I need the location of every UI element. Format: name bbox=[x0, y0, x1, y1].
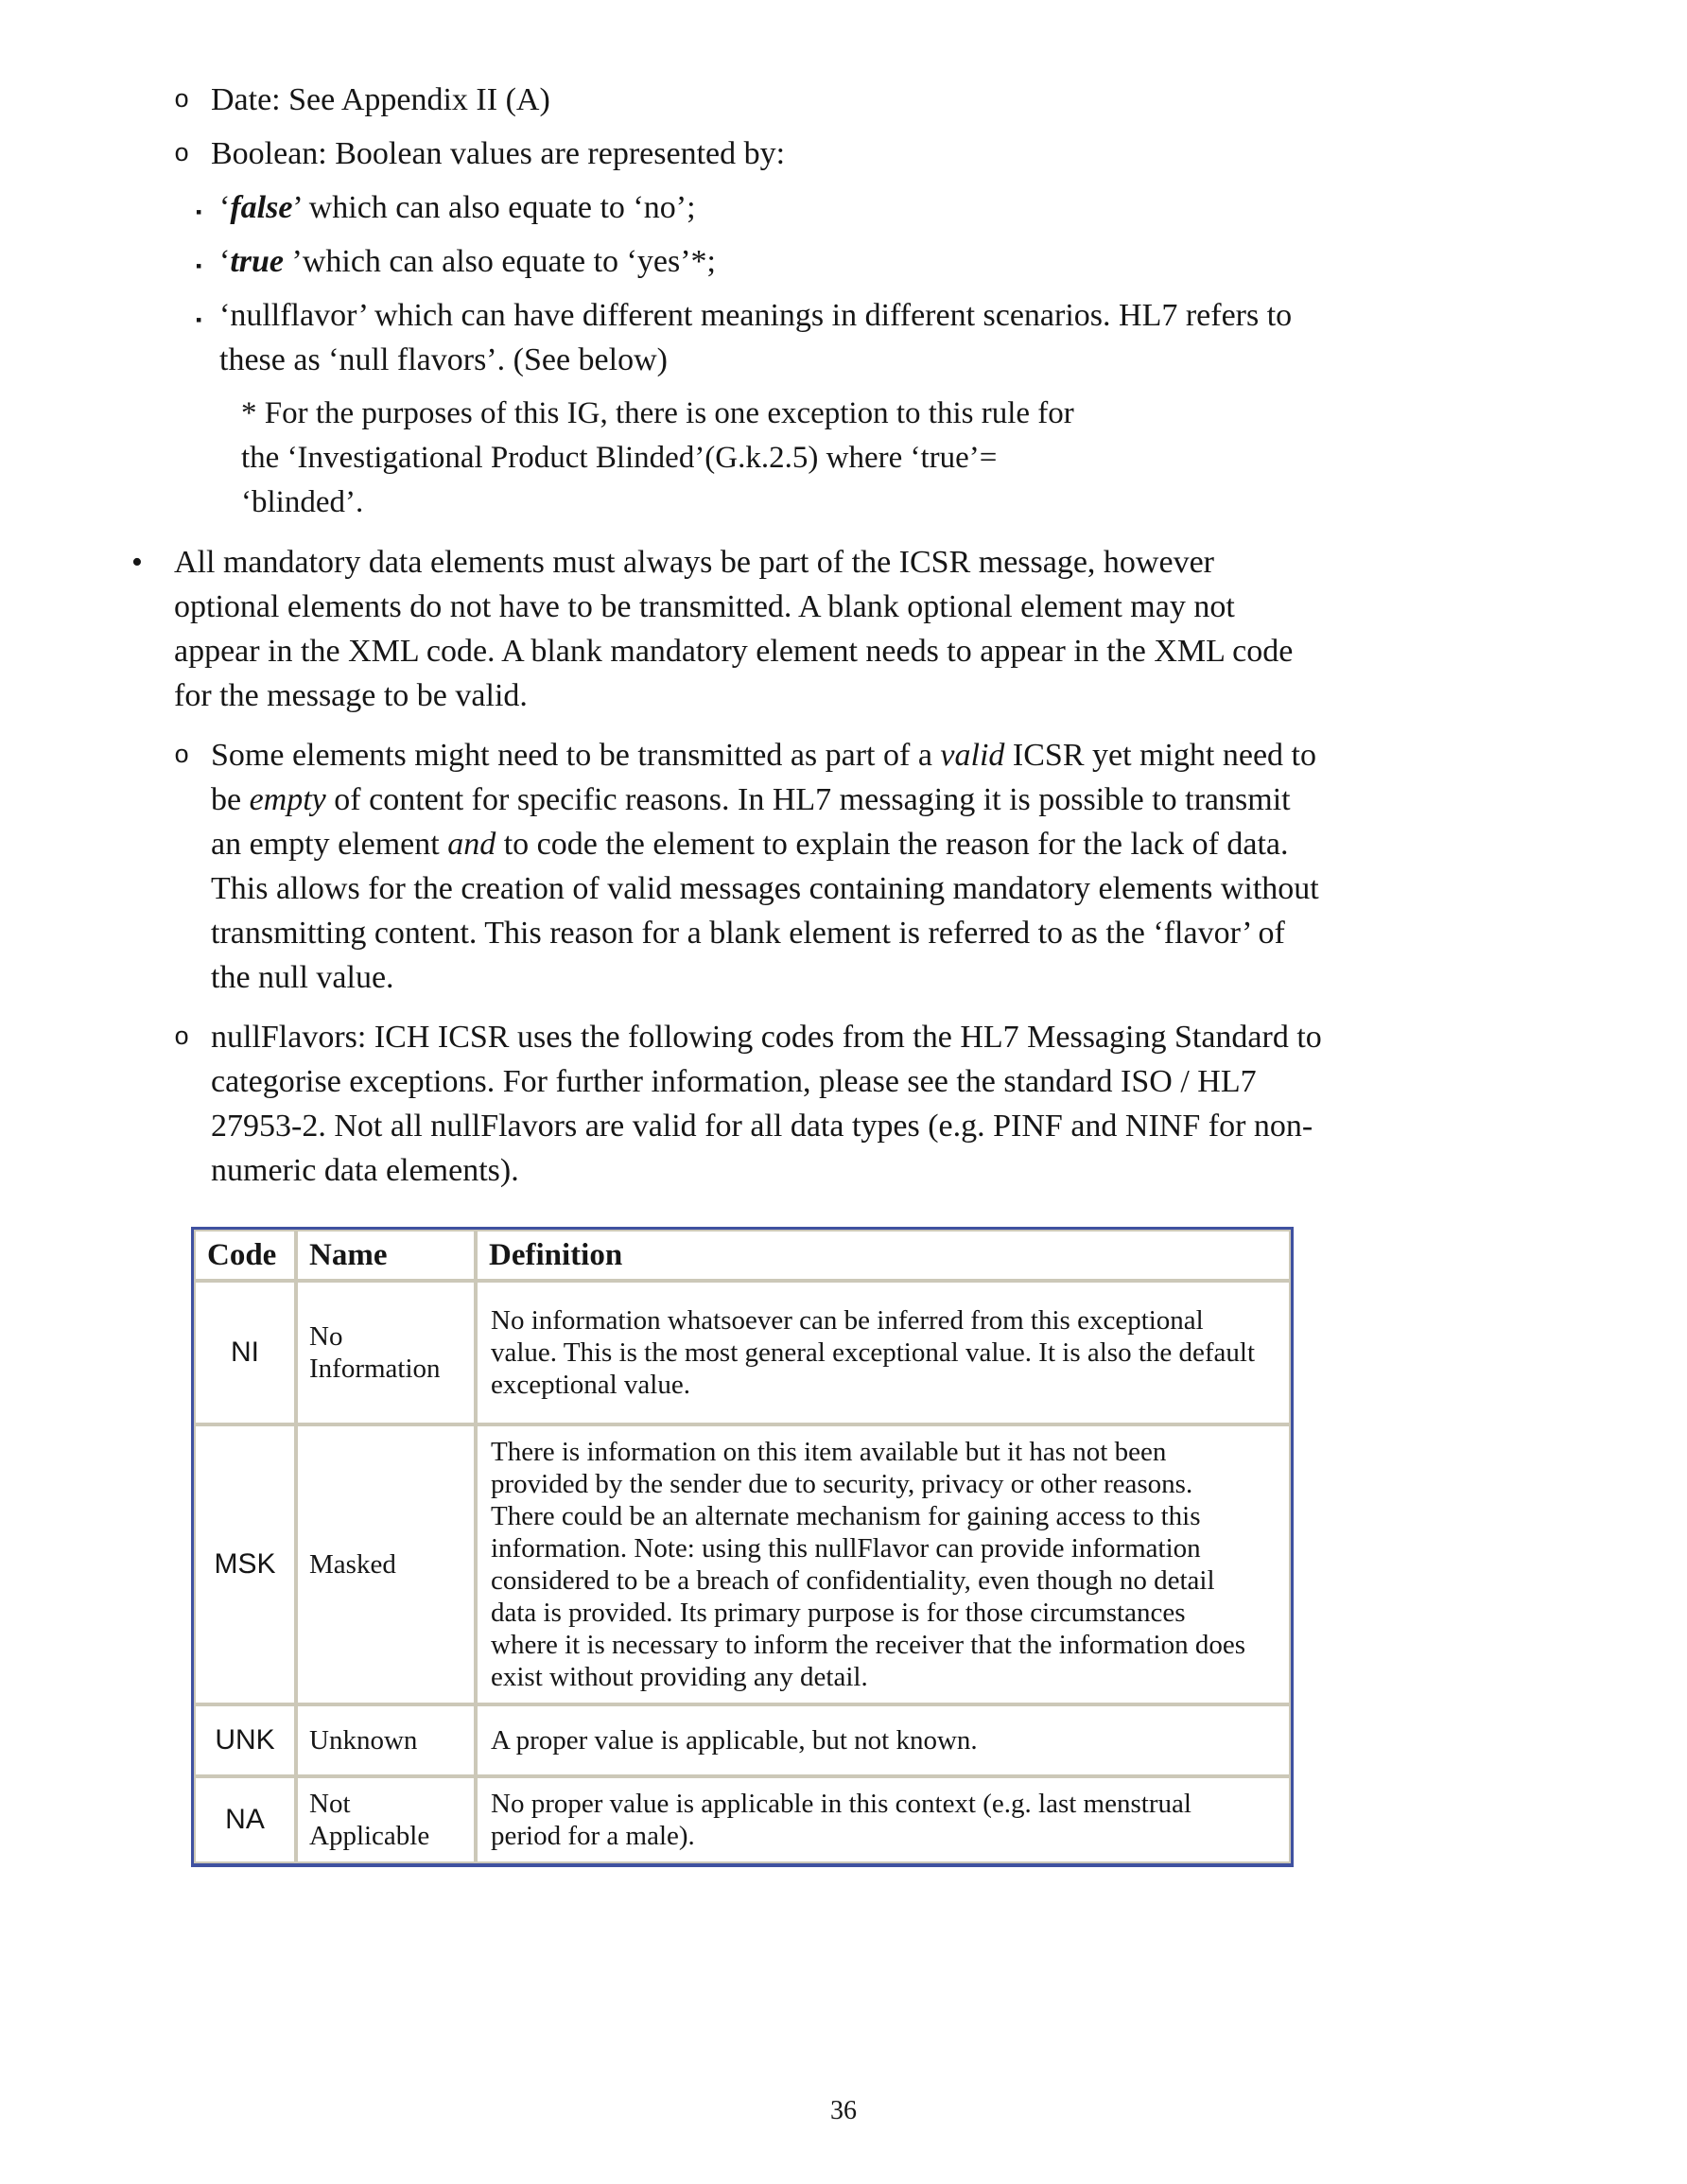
code-cell: NA bbox=[194, 1776, 296, 1863]
list-item-boolean bbox=[0, 131, 1687, 176]
column-header-name: Name bbox=[296, 1230, 476, 1281]
column-header-code: Code bbox=[194, 1230, 296, 1281]
definition-cell: No proper value is applicable in this context (e.g. last menstrual period for a male). bbox=[476, 1776, 1291, 1863]
list-item-text: ‘true ’which can also equate to ‘yes’*; bbox=[219, 244, 716, 279]
page-content bbox=[0, 78, 1687, 1867]
bullet-disc-icon: • bbox=[131, 545, 143, 580]
list-item-text: Date: See Appendix II (A) bbox=[211, 82, 550, 117]
list-item-text: nullFlavors: ICH ICSR uses the following codes from the HL7 Messaging Standard to categorise exceptions. For further information, please see the standard ISO / HL7 27953-2. Not all nullFlavors are valid for all data types (e.g. PINF and NINF for non-numeric data elements). bbox=[211, 1020, 1322, 1188]
name-cell: Not Applicable bbox=[296, 1776, 476, 1863]
definition-cell: A proper value is applicable, but not known. bbox=[476, 1704, 1291, 1776]
list-item-text: Boolean: Boolean values are represented by: bbox=[211, 136, 786, 171]
name-cell: Unknown bbox=[296, 1704, 476, 1776]
list-item-mandatory bbox=[0, 540, 1687, 718]
list-item-false bbox=[0, 185, 1687, 230]
bullet-circle-icon: o bbox=[174, 743, 190, 771]
bullet-square-icon: ▪ bbox=[196, 310, 202, 329]
code-cell: MSK bbox=[194, 1424, 296, 1704]
table-row-ni bbox=[194, 1281, 1291, 1424]
bullet-circle-icon: o bbox=[174, 141, 190, 169]
bullet-circle-icon: o bbox=[174, 87, 190, 115]
list-item-text: ‘nullflavor’ which can have different meanings in different scenarios. HL7 refers to these as ‘null flavors’. (See below) bbox=[219, 298, 1293, 377]
footnote-text: * For the purposes of this IG, there is one exception to this rule for the ‘Investigational Product Blinded’(G.k.2.5) where ‘true’= ‘blinded’. bbox=[241, 396, 1074, 519]
list-item-text: All mandatory data elements must always be part of the ICSR message, however optional elements do not have to be transmitted. A blank optional element may not appear in the XML code. A blank mandatory element needs to appear in the XML code for the message to be valid. bbox=[174, 545, 1294, 713]
table-row-na bbox=[194, 1776, 1291, 1863]
list-item-text: ‘false’ which can also equate to ‘no’; bbox=[219, 190, 696, 225]
code-cell: NI bbox=[194, 1281, 296, 1424]
nullflavor-table bbox=[191, 1227, 1294, 1867]
bullet-circle-icon: o bbox=[174, 1024, 190, 1053]
bullet-square-icon: ▪ bbox=[196, 256, 202, 275]
code-cell: UNK bbox=[194, 1704, 296, 1776]
definition-cell: There is information on this item available but it has not been provided by the sender due to security, privacy or other reasons. There could be an alternate mechanism for gaining access to this information. Note: using this nullFlavor can provide information considered to be a breach of confidentiality, even though no detail data is provided. Its primary purpose is for those circumstances where it is necessary to inform the receiver that the information does exist without providing any detail. bbox=[476, 1424, 1291, 1704]
table-row-unk bbox=[194, 1704, 1291, 1776]
list-item-true bbox=[0, 239, 1687, 284]
table-header-row bbox=[194, 1230, 1291, 1281]
list-item-date bbox=[0, 78, 1687, 122]
list-item-nullflavor bbox=[0, 293, 1687, 382]
bullet-square-icon: ▪ bbox=[196, 202, 202, 221]
list-item-nullflavors-codes bbox=[0, 1015, 1687, 1193]
name-cell: No Information bbox=[296, 1281, 476, 1424]
table-row-msk bbox=[194, 1424, 1291, 1704]
page-number: 36 bbox=[830, 2096, 857, 2125]
column-header-definition: Definition bbox=[476, 1230, 1291, 1281]
list-item-text: Some elements might need to be transmitted as part of a valid ICSR yet might need to be empty of content for specific reasons. In HL7 messaging it is possible to transmit an empty element and to code the element to explain the reason for the lack of data. This allows for the creation of valid messages containing mandatory elements without transmitting content. This reason for a blank element is referred to as the ‘flavor’ of the null value. bbox=[211, 738, 1319, 995]
definition-cell: No information whatsoever can be inferred from this exceptional value. This is the most general exceptional value. It is also the default exceptional value. bbox=[476, 1281, 1291, 1424]
name-cell: Masked bbox=[296, 1424, 476, 1704]
footnote bbox=[241, 392, 1106, 525]
list-item-some-elements bbox=[0, 733, 1687, 1000]
